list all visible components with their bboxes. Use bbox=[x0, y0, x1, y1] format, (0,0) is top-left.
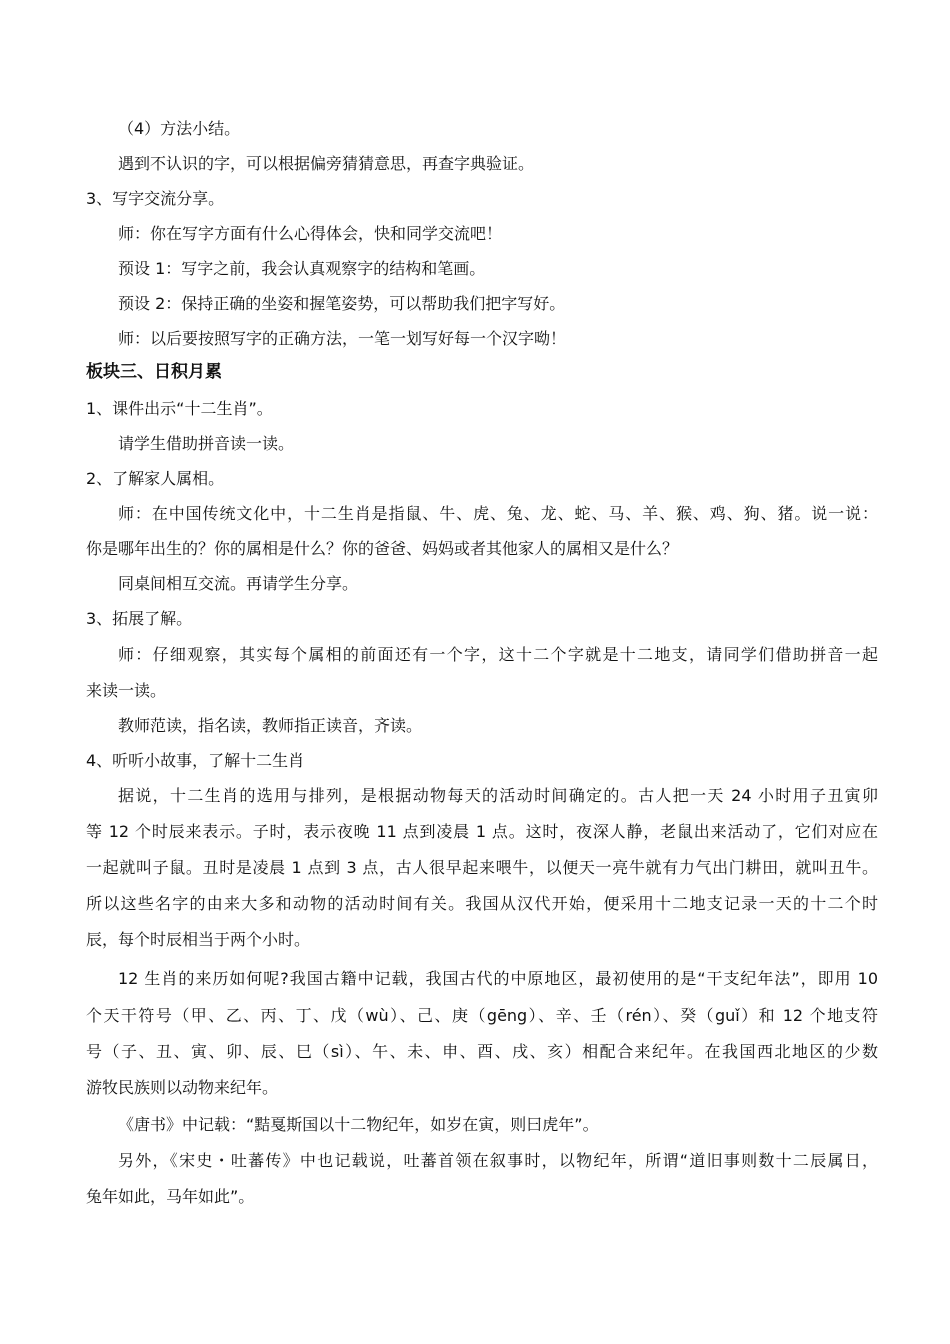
paragraph-line: 据说，十二生肖的选用与排列，是根据动物每天的活动时间确定的。古人把一天 24 小时用子丑寅卯 bbox=[118, 786, 878, 805]
paragraph-line: 12 生肖的来历如何呢?我国古籍中记载，我国古代的中原地区，最初使用的是“干支纪年法”，即用 10 bbox=[118, 969, 878, 988]
paragraph-line: 预设 2：保持正确的坐姿和握笔姿势，可以帮助我们把字写好。 bbox=[118, 294, 566, 313]
paragraph-line: 等 12 个时辰来表示。子时，表示夜晚 11 点到凌晨 1 点。这时，夜深人静，老鼠出来活动了，它们对应在 bbox=[86, 822, 878, 841]
paragraph-line: 你是哪年出生的？你的属相是什么？你的爸爸、妈妈或者其他家人的属相又是什么？ bbox=[86, 539, 679, 558]
subsection-label: （4）方法小结。 bbox=[118, 119, 241, 138]
paragraph-line: 兔年如此，马年如此”。 bbox=[86, 1187, 255, 1206]
step-heading: 2、了解家人属相。 bbox=[86, 469, 225, 488]
paragraph-line: 师：你在写字方面有什么心得体会，快和同学交流吧！ bbox=[118, 224, 503, 243]
paragraph-line: 遇到不认识的字，可以根据偏旁猜猜意思，再查字典验证。 bbox=[118, 154, 535, 173]
step-heading: 3、拓展了解。 bbox=[86, 609, 193, 628]
paragraph-line: 预设 1：写字之前，我会认真观察字的结构和笔画。 bbox=[118, 259, 486, 278]
paragraph-line: 请学生借助拼音读一读。 bbox=[118, 434, 295, 453]
step-heading: 3、写字交流分享。 bbox=[86, 189, 225, 208]
paragraph-line: 来读一读。 bbox=[86, 681, 167, 700]
step-heading: 1、课件出示“十二生肖”。 bbox=[86, 399, 273, 418]
paragraph-line: 教师范读，指名读，教师指正读音，齐读。 bbox=[118, 716, 423, 735]
paragraph-line: 游牧民族则以动物来纪年。 bbox=[86, 1078, 279, 1097]
paragraph-line: 另外，《宋史・吐蕃传》中也记载说，吐蕃首领在叙事时，以物纪年，所谓“道旧事则数十二辰属日， bbox=[118, 1151, 878, 1170]
paragraph-line: 号（子、丑、寅、卯、辰、巳（sì）、午、未、申、酉、戌、亥）相配合来纪年。在我国西北地区的少数 bbox=[86, 1042, 878, 1061]
paragraph-line: 所以这些名字的由来大多和动物的活动时间有关。我国从汉代开始，便采用十二地支记录一天的十二个时 bbox=[86, 894, 878, 913]
paragraph-line: 一起就叫子鼠。丑时是凌晨 1 点到 3 点，古人很早起来喂牛，以便天一亮牛就有力气出门耕田，就叫丑牛。 bbox=[86, 858, 878, 877]
paragraph-line: 师：以后要按照写字的正确方法，一笔一划写好每一个汉字呦！ bbox=[118, 329, 567, 348]
paragraph-line: 《唐书》中记载：“黠戛斯国以十二物纪年，如岁在寅，则曰虎年”。 bbox=[118, 1115, 599, 1134]
paragraph-line: 同桌间相互交流。再请学生分享。 bbox=[118, 574, 359, 593]
paragraph-line: 师：仔细观察，其实每个属相的前面还有一个字，这十二个字就是十二地支，请同学们借助拼音一起 bbox=[118, 645, 878, 664]
paragraph-line: 个天干符号（甲、乙、丙、丁、戊（wù）、己、庚（gēng）、辛、壬（rén）、癸（guǐ）和 12 个地支符 bbox=[86, 1006, 878, 1025]
paragraph-line: 辰，每个时辰相当于两个小时。 bbox=[86, 930, 311, 949]
step-heading: 4、听听小故事，了解十二生肖 bbox=[86, 751, 305, 770]
section-heading: 板块三、日积月累 bbox=[86, 362, 222, 382]
paragraph-line: 师：在中国传统文化中，十二生肖是指鼠、牛、虎、兔、龙、蛇、马、羊、猴、鸡、狗、猪。说一说： bbox=[118, 504, 878, 523]
